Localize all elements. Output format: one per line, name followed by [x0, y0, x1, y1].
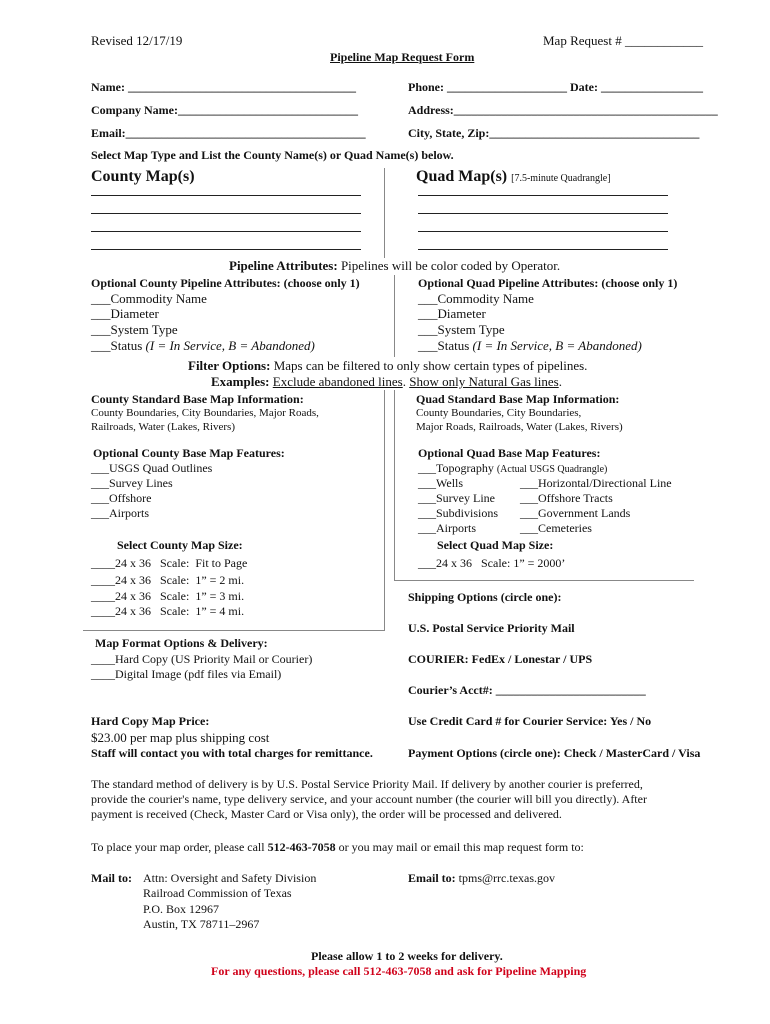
quad-attr-status[interactable]: [418, 338, 642, 354]
quad-feature-government[interactable]: ___Government Lands: [520, 506, 631, 520]
instructions: Select Map Type and List the County Name(s) or Quad Name(s) below.: [91, 148, 454, 162]
courier-account-field[interactable]: Courier’s Acct#: _________________________: [408, 683, 646, 697]
order-phone[interactable]: 512-463-7058: [267, 840, 336, 854]
quad-attr-system-type[interactable]: ___System Type: [418, 322, 505, 337]
county-map-line[interactable]: [91, 213, 361, 214]
quad-base-line1: County Boundaries, City Boundaries,: [416, 407, 582, 419]
order-instructions: [91, 840, 584, 855]
quad-attr-status-label: ___Status: [418, 338, 473, 353]
county-feature-survey[interactable]: ___Survey Lines: [91, 476, 173, 490]
topography-note: (Actual USGS Quadrangle): [496, 464, 608, 475]
example-natural-gas: Show only Natural Gas lines: [409, 374, 559, 389]
staff-contact-note: Staff will contact you with total charges for remittance.: [91, 746, 373, 760]
mail-to-label: Mail to:: [91, 871, 132, 885]
county-attr-diameter[interactable]: ___Diameter: [91, 306, 159, 321]
quad-features-title: Optional Quad Base Map Features:: [418, 446, 601, 460]
county-attr-status[interactable]: [91, 338, 315, 354]
name-field[interactable]: Name: ______________________________________: [91, 80, 356, 94]
county-attr-commodity[interactable]: ___Commodity Name: [91, 291, 207, 306]
county-size-title: Select County Map Size:: [117, 538, 243, 552]
examples-label: Examples:: [211, 374, 270, 389]
delivery-text-3: payment is received (Check, Master Card or Visa only), the order will be processed and delivered.: [91, 807, 562, 821]
map-request-number[interactable]: Map Request # ____________: [543, 33, 703, 48]
city-state-zip-field[interactable]: City, State, Zip:___________________________________: [408, 126, 700, 140]
county-features-title: Optional County Base Map Features:: [93, 446, 285, 460]
revised-date: Revised 12/17/19: [91, 33, 183, 48]
county-size-3mi[interactable]: ____24 x 36 Scale: 1” = 3 mi.: [91, 589, 245, 603]
mail-line-4: Austin, TX 78711–2967: [143, 917, 260, 931]
format-digital[interactable]: ____Digital Image (pdf files via Email): [91, 667, 282, 681]
county-feature-offshore[interactable]: ___Offshore: [91, 491, 152, 505]
delivery-text-2: provide the courier's name, type delivery service, and your account number (the courier will bill you directly). After: [91, 792, 647, 806]
county-size-4mi[interactable]: ____24 x 36 Scale: 1” = 4 mi.: [91, 604, 245, 618]
company-field[interactable]: Company Name:______________________________: [91, 103, 358, 117]
county-map-line[interactable]: [91, 249, 361, 250]
county-map-line[interactable]: [91, 231, 361, 232]
quad-size-2000[interactable]: ___24 x 36 Scale: 1” = 2000’: [418, 556, 566, 570]
format-title: Map Format Options & Delivery:: [95, 636, 268, 650]
quad-feature-wells[interactable]: ___Wells: [418, 476, 464, 490]
filter-options-text: Maps can be filtered to only show certain types of pipelines.: [270, 358, 588, 373]
county-map-line[interactable]: [91, 195, 361, 196]
quad-base-line2: Major Roads, Railroads, Water (Lakes, Rivers): [416, 421, 623, 433]
questions-contact: For any questions, please call 512-463-7058 and ask for Pipeline Mapping: [211, 964, 587, 978]
email-field[interactable]: Email:________________________________________: [91, 126, 366, 140]
county-base-title: County Standard Base Map Information:: [91, 392, 304, 406]
shipping-usps[interactable]: U.S. Postal Service Priority Mail: [408, 621, 575, 635]
quad-feature-subdivisions[interactable]: ___Subdivisions: [418, 506, 499, 520]
email-to-label: Email to:: [408, 871, 456, 885]
quad-attributes-title: Optional Quad Pipeline Attributes: (choose only 1): [418, 276, 678, 290]
delivery-text-1: The standard method of delivery is by U.S. Postal Service Priority Mail. If delivery by another courier is preferred,: [91, 777, 643, 791]
mail-line-2: Railroad Commission of Texas: [143, 886, 292, 900]
address-field[interactable]: Address:____________________________________________: [408, 103, 718, 117]
filter-options-line: [188, 358, 587, 374]
quad-feature-topography-label: ___Topography: [418, 461, 497, 475]
quad-feature-offshore[interactable]: ___Offshore Tracts: [520, 491, 613, 505]
county-maps-title: County Map(s): [91, 168, 195, 185]
email-address[interactable]: tpms@rrc.texas.gov: [458, 871, 556, 885]
order-text-after: or you may mail or email this map request form to:: [335, 840, 584, 854]
quad-base-title: Quad Standard Base Map Information:: [416, 392, 620, 406]
quad-maps-note: [7.5-minute Quadrangle]: [511, 173, 611, 184]
filter-examples-line: Examples: Exclude abandoned lines. Show only Natural Gas lines.: [211, 374, 562, 389]
status-note: (I = In Service, B = Abandoned): [145, 338, 315, 353]
county-attr-system-type[interactable]: ___System Type: [91, 322, 178, 337]
quad-attr-commodity[interactable]: ___Commodity Name: [418, 291, 534, 306]
quad-size-title: Select Quad Map Size:: [437, 538, 554, 552]
phone-date-field[interactable]: Phone: ____________________ Date: _________________: [408, 80, 703, 94]
credit-card-courier[interactable]: Use Credit Card # for Courier Service: Yes / No: [408, 714, 652, 728]
quad-maps-heading: [416, 168, 611, 186]
county-attributes-title: Optional County Pipeline Attributes: (choose only 1): [91, 276, 360, 290]
county-feature-airports[interactable]: ___Airports: [91, 506, 149, 520]
filter-options-label: Filter Options:: [188, 358, 271, 373]
quad-maps-title: Quad Map(s): [416, 168, 508, 185]
shipping-title: Shipping Options (circle one):: [408, 590, 562, 604]
price-title: Hard Copy Map Price:: [91, 714, 210, 728]
order-text-before: To place your map order, please call: [91, 840, 268, 854]
quad-map-line[interactable]: [418, 231, 668, 232]
mail-line-3: P.O. Box 12967: [143, 902, 220, 916]
quad-attr-diameter[interactable]: ___Diameter: [418, 306, 486, 321]
example-exclude-abandoned: Exclude abandoned lines: [272, 374, 403, 389]
county-base-line2: Railroads, Water (Lakes, Rivers): [91, 421, 236, 433]
quad-feature-survey-line[interactable]: ___Survey Line: [418, 491, 495, 505]
mail-line-1: Attn: Oversight and Safety Division: [143, 871, 317, 885]
pipeline-attributes-text: Pipelines will be color coded by Operator.: [337, 258, 561, 273]
quad-feature-cemeteries[interactable]: ___Cemeteries: [520, 521, 592, 535]
quad-map-line[interactable]: [418, 195, 668, 196]
county-feature-usgs[interactable]: ___USGS Quad Outlines: [91, 461, 213, 475]
price-amount: $23.00 per map plus shipping cost: [91, 730, 270, 745]
quad-feature-airports[interactable]: ___Airports: [418, 521, 476, 535]
quad-map-line[interactable]: [418, 249, 668, 250]
pipeline-attributes-line: [229, 258, 560, 274]
county-size-fit[interactable]: ____24 x 36 Scale: Fit to Page: [91, 556, 248, 570]
quad-feature-horizontal[interactable]: ___Horizontal/Directional Line: [520, 476, 672, 490]
quad-feature-topography[interactable]: [418, 461, 607, 476]
format-hard-copy[interactable]: ____Hard Copy (US Priority Mail or Courier): [91, 652, 313, 666]
email-to: [408, 871, 555, 886]
county-size-2mi[interactable]: ____24 x 36 Scale: 1” = 2 mi.: [91, 573, 245, 587]
payment-options[interactable]: Payment Options (circle one): Check / MasterCard / Visa: [408, 746, 701, 760]
shipping-courier[interactable]: COURIER: FedEx / Lonestar / UPS: [408, 652, 593, 666]
status-note: (I = In Service, B = Abandoned): [472, 338, 642, 353]
quad-map-line[interactable]: [418, 213, 668, 214]
delivery-time-note: Please allow 1 to 2 weeks for delivery.: [311, 949, 503, 963]
county-base-line1: County Boundaries, City Boundaries, Major Roads,: [91, 407, 319, 419]
county-attr-status-label: ___Status: [91, 338, 146, 353]
form-title: Pipeline Map Request Form: [330, 50, 475, 64]
pipeline-attributes-label: Pipeline Attributes:: [229, 258, 338, 273]
